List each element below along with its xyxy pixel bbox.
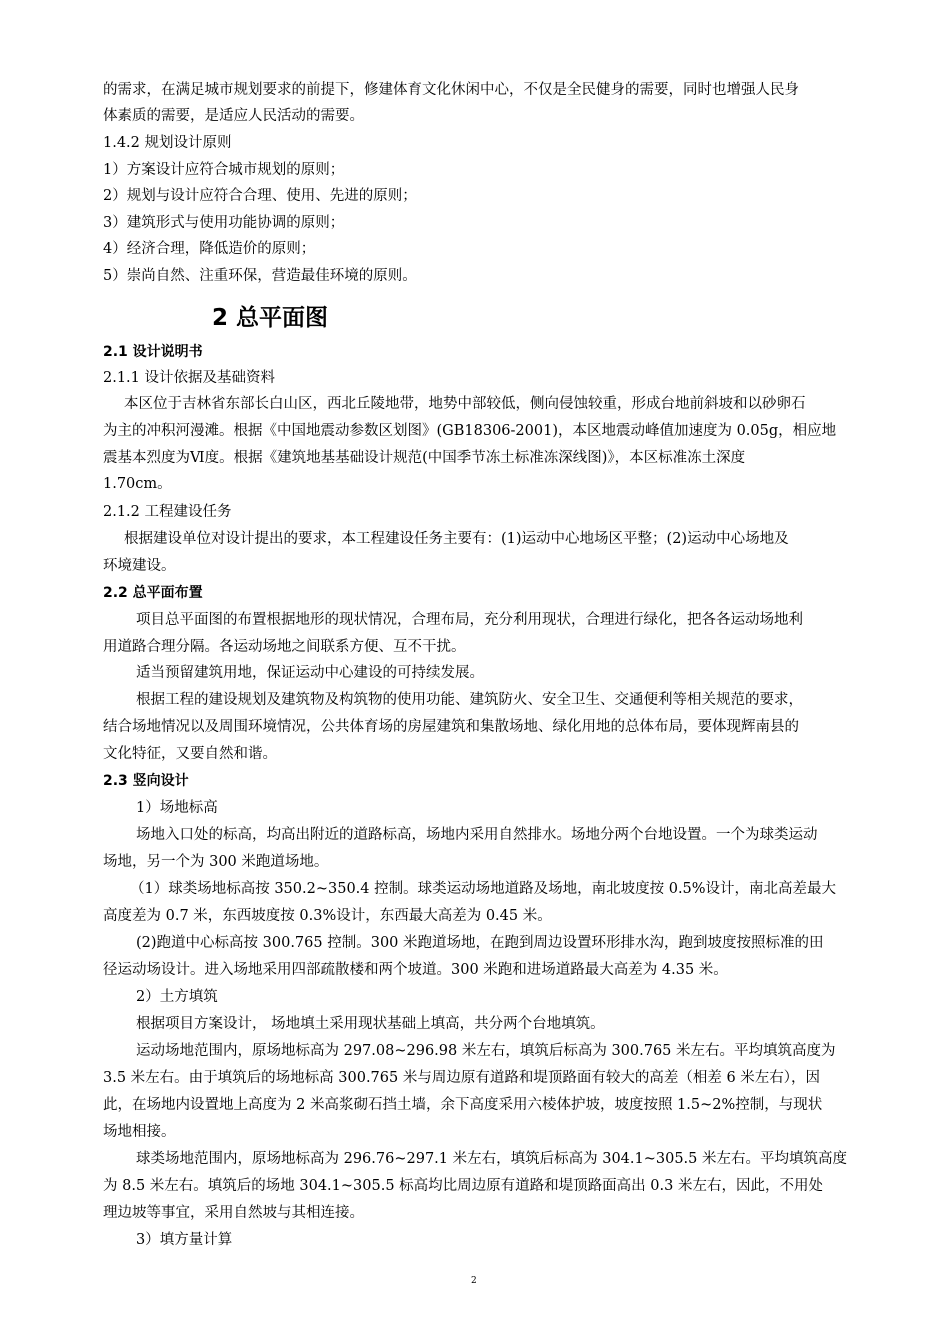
- subsection-title: 2）土方填筑: [136, 989, 218, 1005]
- paragraph-line: 为 8.5 米左右。填筑后的场地 304.1~305.5 标高均比周边原有道路和堤顶路面高出 0.3 米左右，因此，不用处: [103, 1178, 823, 1194]
- paragraph-line: （1）球类场地标高按 350.2~350.4 控制。球类运动场地道路及场地，南北坡度按 0.5%设计，南北高差最大: [130, 881, 837, 897]
- paragraph-line: 此，在场地内设置地上高度为 2 米高浆砌石挡土墙，余下高度采用六棱体护坡，坡度按照 1.5~2%控制，与现状: [103, 1097, 823, 1113]
- paragraph-line: 根据建设单位对设计提出的要求，本工程建设任务主要有：(1)运动中心地场区平整；(2)运动中心场地及: [124, 531, 789, 547]
- section-2-1-heading: 2.1 设计说明书: [103, 344, 203, 360]
- page-number: 2: [471, 1276, 477, 1286]
- section-1-4-2-title: 1.4.2 规划设计原则: [103, 135, 232, 151]
- subsection-title: 1）场地标高: [136, 800, 218, 816]
- section-2-3-heading: 2.3 竖向设计: [103, 773, 189, 789]
- principle-1: 1）方案设计应符合城市规划的原则；: [103, 162, 345, 178]
- subsection-title: 3）填方量计算: [136, 1232, 233, 1248]
- principle-4: 4）经济合理，降低造价的原则；: [103, 241, 316, 257]
- paragraph-line: 用道路合理分隔。各运动场地之间联系方便、互不干扰。: [103, 639, 466, 655]
- section-2-1-1-title: 2.1.1 设计依据及基础资料: [103, 370, 276, 386]
- paragraph-line: 运动场地范围内，原场地标高为 297.08~296.98 米左右，填筑后标高为 300.765 米左右。平均填筑高度为: [136, 1043, 836, 1059]
- paragraph-line: 震基本烈度为Ⅵ度。根据《建筑地基基础设计规范(中国季节冻土标准冻深线图)》，本区标准冻土深度: [103, 450, 746, 466]
- paragraph-line: 3.5 米左右。由于填筑后的场地标高 300.765 米与周边原有道路和堤顶路面有较大的高差（相差 6 米左右），因: [103, 1070, 821, 1086]
- paragraph-line: 文化特征，又要自然和谐。: [103, 746, 277, 762]
- intro-line-2: 体素质的需要，是适应人民活动的需要。: [103, 108, 364, 124]
- paragraph-line: 环境建设。: [103, 558, 176, 574]
- section-2-2-heading: 2.2 总平面布置: [103, 585, 203, 601]
- chapter-heading: 2 总平面图: [212, 305, 329, 331]
- paragraph-line: 场地相接。: [103, 1124, 176, 1140]
- paragraph-line: 场地，另一个为 300 米跑道场地。: [103, 854, 329, 870]
- paragraph-line: 根据工程的建设规划及建筑物及构筑物的使用功能、建筑防火、安全卫生、交通便利等相关规范的要求，: [136, 692, 803, 708]
- paragraph-line: 理边坡等事宜，采用自然坡与其相连接。: [103, 1205, 364, 1221]
- principle-2: 2）规划与设计应符合合理、使用、先进的原则；: [103, 188, 417, 204]
- paragraph-line: 结合场地情况以及周围环境情况，公共体育场的房屋建筑和集散场地、绿化用地的总体布局，要体现辉南县的: [103, 719, 799, 735]
- paragraph-line: 球类场地范围内，原场地标高为 296.76~297.1 米左右，填筑后标高为 304.1~305.5 米左右。平均填筑高度: [136, 1151, 847, 1167]
- paragraph-line: 径运动场设计。进入场地采用四部疏散楼和两个坡道。300 米跑和进场道路最大高差为 4.35 米。: [103, 962, 728, 978]
- paragraph-line: 适当预留建筑用地，保证运动中心建设的可持续发展。: [136, 665, 484, 681]
- paragraph-line: (2)跑道中心标高按 300.765 控制。300 米跑道场地，在跑到周边设置环形排水沟，跑到坡度按照标准的田: [136, 935, 824, 951]
- paragraph-line: 根据项目方案设计， 场地填土采用现状基础上填高，共分两个台地填筑。: [136, 1016, 605, 1032]
- paragraph-line: 场地入口处的标高，均高出附近的道路标高，场地内采用自然排水。场地分两个台地设置。一个为球类运动: [136, 827, 818, 843]
- paragraph-line: 为主的冲积河漫滩。根据《中国地震动参数区划图》(GB18306-2001)，本区地震动峰值加速度为 0.05g，相应地: [103, 423, 837, 439]
- paragraph-line: 1.70cm。: [103, 476, 172, 492]
- paragraph-line: 高度差为 0.7 米，东西坡度按 0.3%设计，东西最大高差为 0.45 米。: [103, 908, 552, 924]
- principle-5: 5）崇尚自然、注重环保，营造最佳环境的原则。: [103, 268, 417, 284]
- section-2-1-2-title: 2.1.2 工程建设任务: [103, 504, 232, 520]
- intro-line-1: 的需求，在满足城市规划要求的前提下，修建体育文化休闲中心，不仅是全民健身的需要，同时也增强人民身: [103, 82, 799, 98]
- principle-3: 3）建筑形式与使用功能协调的原则；: [103, 215, 345, 231]
- paragraph-line: 本区位于吉林省东部长白山区，西北丘陵地带，地势中部较低，侧向侵蚀较重，形成台地前斜坡和以砂卵石: [124, 396, 806, 412]
- paragraph-line: 项目总平面图的布置根据地形的现状情况，合理布局，充分利用现状，合理进行绿化，把各各运动场地利: [136, 612, 803, 628]
